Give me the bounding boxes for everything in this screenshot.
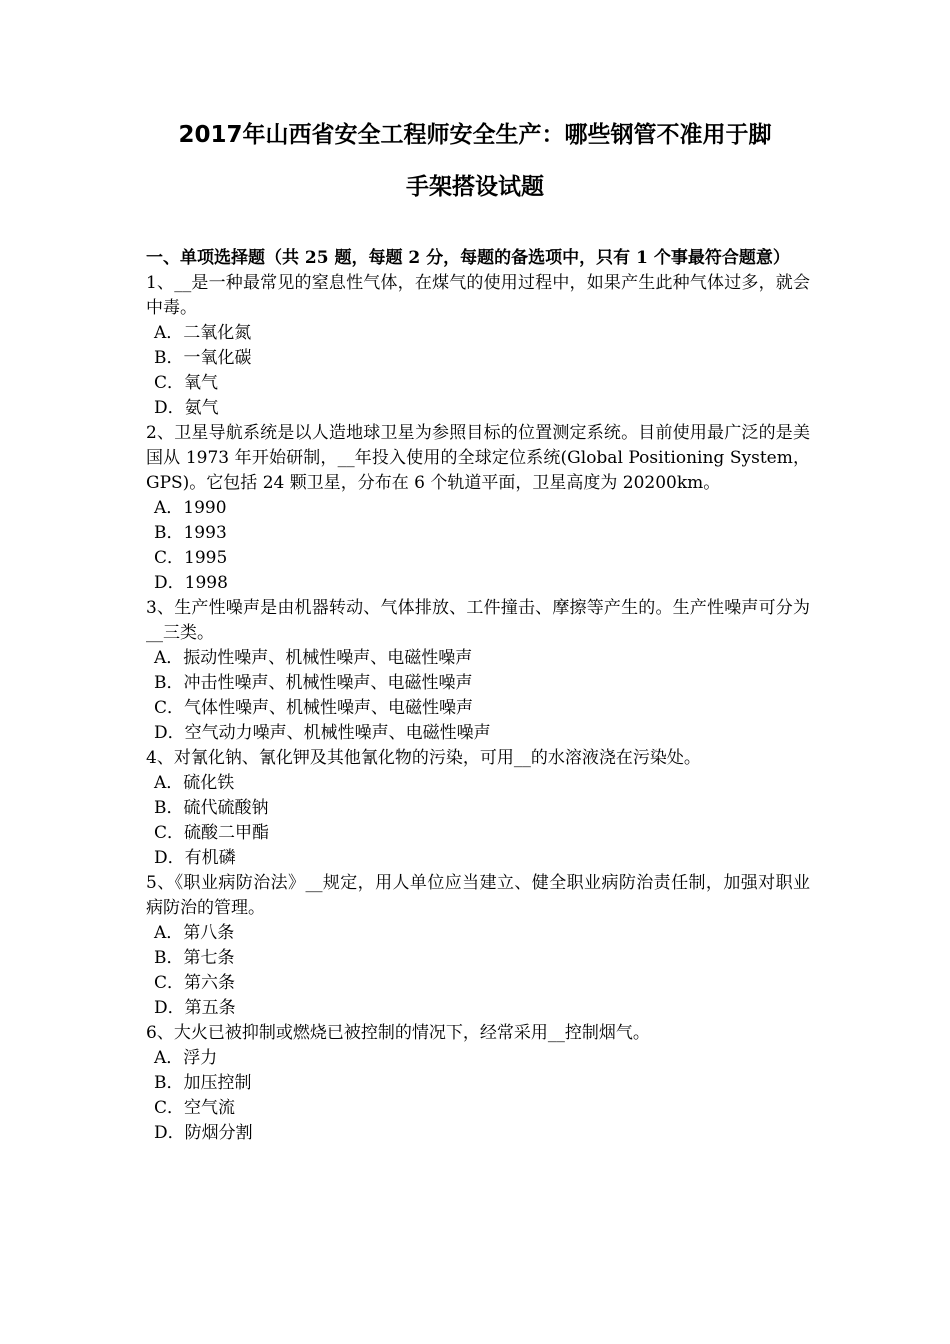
- option-b: B．硫代硫酸钠: [154, 798, 269, 818]
- option-b: B．第七条: [154, 948, 235, 968]
- option-d: D．第五条: [154, 998, 236, 1018]
- option-d: D．防烟分割: [154, 1123, 253, 1143]
- option-d: D．1998: [154, 573, 228, 593]
- option-d: D．空气动力噪声、机械性噪声、电磁性噪声: [154, 723, 491, 743]
- question-6: [146, 1021, 810, 1146]
- question-5: [146, 871, 810, 1021]
- document-title-line-1: 2017年山西省安全工程师安全生产：哪些钢管不准用于脚: [178, 122, 772, 148]
- option-c: C．硫酸二甲酯: [154, 823, 270, 843]
- section-heading: 一、单项选择题（共 25 题，每题 2 分，每题的备选项中，只有 1 个事最符合题意）: [146, 248, 790, 268]
- option-b: B．加压控制: [154, 1073, 252, 1093]
- option-a: A．振动性噪声、机械性噪声、电磁性噪声: [154, 648, 473, 668]
- option-a: A．第八条: [154, 923, 235, 943]
- option-d: D．有机磷: [154, 848, 236, 868]
- question-1: [146, 271, 810, 421]
- option-a: A．1990: [154, 498, 227, 518]
- question-stem: 6、大火已被抑制或燃烧已被控制的情况下，经常采用__控制烟气。: [146, 1023, 650, 1043]
- question-3: [146, 596, 810, 746]
- question-2: [146, 421, 810, 596]
- option-c: C．空气流: [154, 1098, 236, 1118]
- option-d: D．氨气: [154, 398, 219, 418]
- option-c: C．气体性噪声、机械性噪声、电磁性噪声: [154, 698, 474, 718]
- question-stem: 3、生产性噪声是由机器转动、气体排放、工件撞击、摩擦等产生的。生产性噪声可分为__三类。: [146, 598, 810, 643]
- question-4: [146, 746, 810, 871]
- option-b: B．冲击性噪声、机械性噪声、电磁性噪声: [154, 673, 473, 693]
- option-a: A．浮力: [154, 1048, 218, 1068]
- document-title-line-2: 手架搭设试题: [406, 174, 544, 200]
- option-a: A．二氧化氮: [154, 323, 252, 343]
- question-stem: 5、《职业病防治法》__规定，用人单位应当建立、健全职业病防治责任制，加强对职业病防治的管理。: [146, 873, 810, 918]
- option-b: B．一氧化碳: [154, 348, 252, 368]
- option-c: C．1995: [154, 548, 228, 568]
- option-c: C．第六条: [154, 973, 236, 993]
- option-a: A．硫化铁: [154, 773, 235, 793]
- option-c: C．氧气: [154, 373, 219, 393]
- question-stem: 1、__是一种最常见的窒息性气体，在煤气的使用过程中，如果产生此种气体过多，就会中毒。: [146, 273, 810, 318]
- question-stem: 2、卫星导航系统是以人造地球卫星为参照目标的位置测定系统。目前使用最广泛的是美国从 1973 年开始研制，__年投入使用的全球定位系统(Global Positioning System，GPS)。它包括 24 颗卫星，分布在 6 个轨道平面，卫星高度为 20200km。: [146, 423, 810, 493]
- option-b: B．1993: [154, 523, 227, 543]
- document-body: [146, 246, 810, 1146]
- question-stem: 4、对氰化钠、氰化钾及其他氰化物的污染，可用__的水溶液浇在污染处。: [146, 748, 701, 768]
